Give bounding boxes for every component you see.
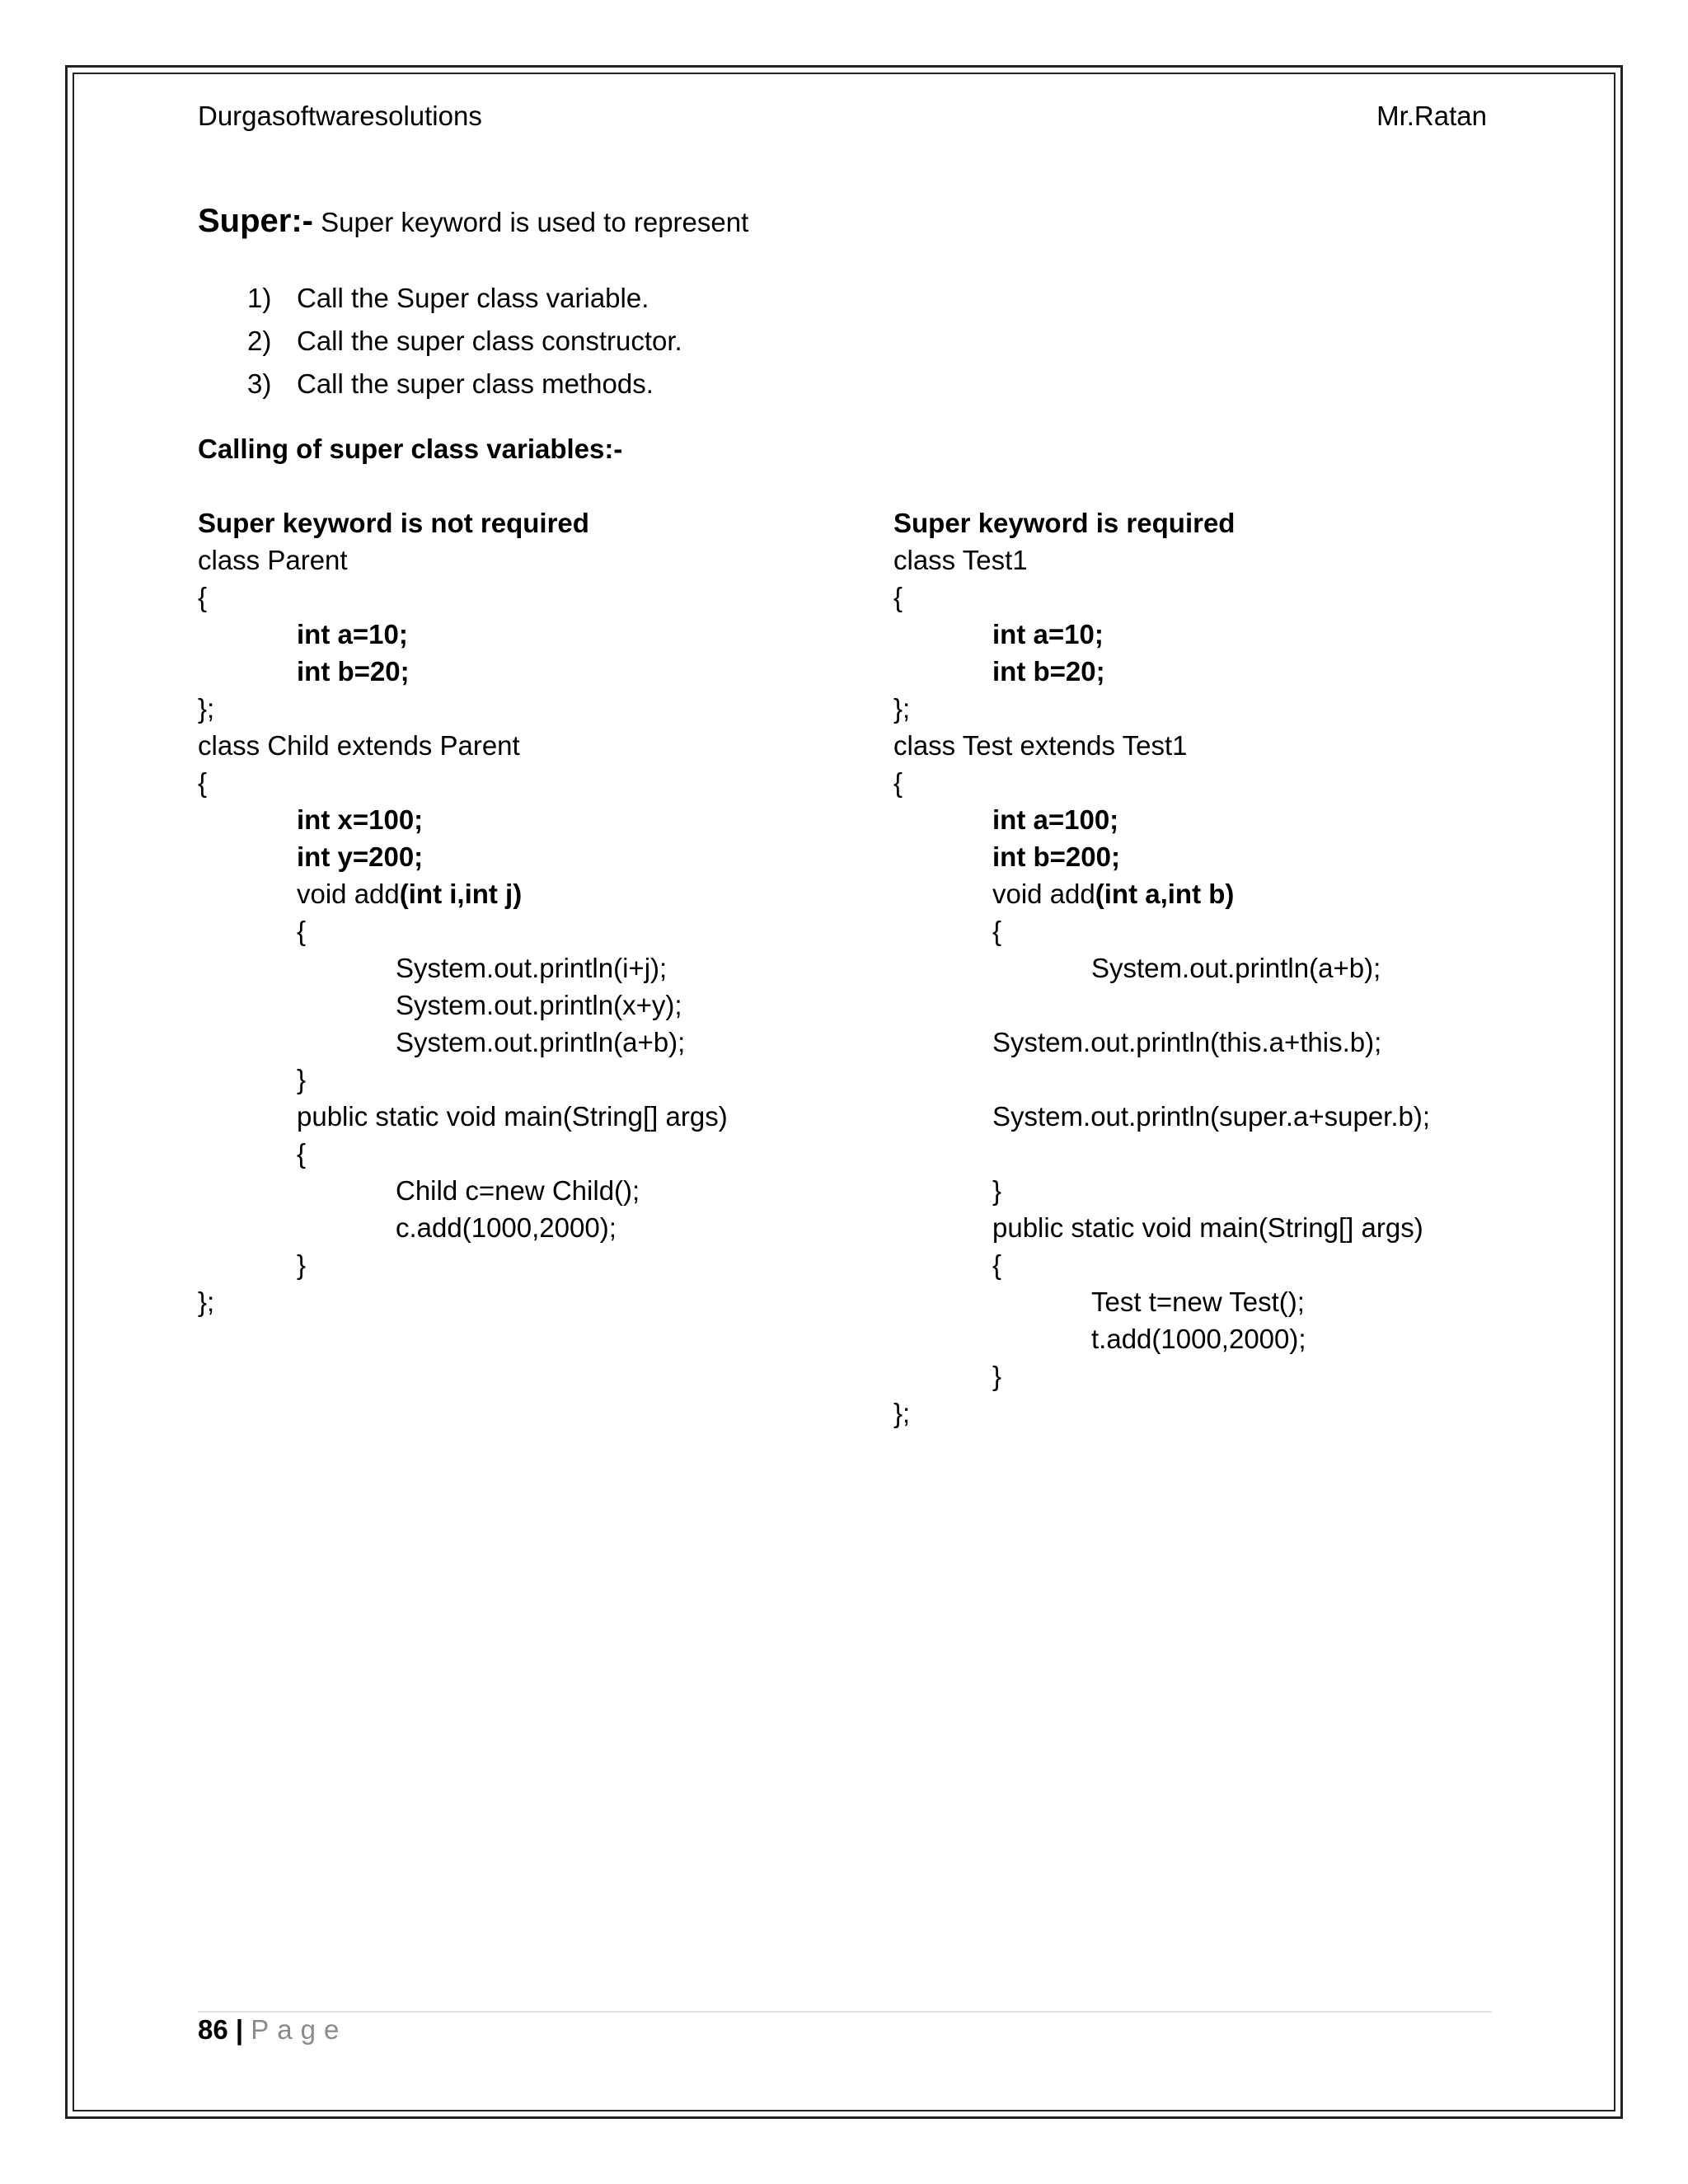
- code-line: };: [893, 693, 911, 724]
- code-line: System.out.println(a+b);: [396, 1027, 686, 1057]
- code-line: {: [198, 582, 208, 612]
- code-method-params: (int i,int j): [399, 879, 523, 909]
- column-heading: Super keyword is required: [893, 508, 1236, 538]
- intro-text: Super keyword is used to represent: [313, 207, 749, 237]
- code-line: int b=200;: [992, 841, 1120, 872]
- code-line: }: [297, 1064, 307, 1094]
- code-line: }: [297, 1249, 307, 1280]
- footer-divider: [198, 2011, 1492, 2013]
- footer-separator: |: [227, 2014, 251, 2045]
- code-line: {: [992, 1249, 1002, 1280]
- list-text: Call the super class constructor.: [297, 326, 682, 356]
- list-number: 1): [247, 283, 272, 313]
- code-line: {: [992, 916, 1002, 946]
- page-footer: [198, 2014, 347, 2046]
- code-blank-line: [893, 1135, 1430, 1172]
- list-item: [247, 363, 682, 405]
- code-method-name: void add: [992, 879, 1095, 909]
- code-line: };: [198, 1286, 215, 1317]
- code-line: class Child extends Parent: [198, 730, 520, 761]
- list-item: [247, 320, 682, 363]
- page-number: 86: [198, 2014, 228, 2045]
- code-line: {: [198, 767, 208, 798]
- list-item: [247, 277, 682, 320]
- code-line: int x=100;: [297, 804, 424, 835]
- code-line: public static void main(String[] args): [992, 1212, 1423, 1243]
- code-line: Test t=new Test();: [1091, 1286, 1305, 1317]
- code-column-right: [893, 504, 1430, 1432]
- code-line: int a=100;: [992, 804, 1119, 835]
- code-line: int b=20;: [992, 656, 1105, 687]
- code-blank-line: [893, 1061, 1430, 1098]
- code-line: int y=200;: [297, 841, 424, 872]
- code-line: System.out.println(super.a+super.b);: [992, 1101, 1431, 1132]
- intro-keyword: Super:-: [198, 203, 313, 239]
- code-line: int a=10;: [992, 619, 1104, 649]
- code-line: {: [893, 767, 903, 798]
- code-line: }: [992, 1175, 1002, 1206]
- header-left: Durgasoftwaresolutions: [198, 101, 482, 131]
- code-line: class Test extends Test1: [893, 730, 1188, 761]
- column-heading: Super keyword is not required: [198, 508, 589, 538]
- list-text: Call the Super class variable.: [297, 283, 649, 313]
- code-column-left: [198, 504, 728, 1320]
- code-line: class Parent: [198, 545, 348, 575]
- code-blank-line: [893, 987, 1430, 1024]
- code-line: };: [198, 693, 215, 724]
- code-line: c.add(1000,2000);: [396, 1212, 617, 1243]
- code-line: {: [893, 582, 903, 612]
- list-number: 3): [247, 368, 272, 399]
- code-line: {: [297, 1138, 307, 1169]
- code-line: Child c=new Child();: [396, 1175, 640, 1206]
- code-line: public static void main(String[] args): [297, 1101, 728, 1132]
- code-line: System.out.println(i+j);: [396, 953, 668, 983]
- section-title: Calling of super class variables:-: [198, 434, 623, 464]
- code-line: System.out.println(this.a+this.b);: [992, 1027, 1382, 1057]
- list-number: 2): [247, 326, 272, 356]
- code-line: int a=10;: [297, 619, 408, 649]
- uses-list: [247, 277, 682, 405]
- code-line: class Test1: [893, 545, 1028, 575]
- code-line: t.add(1000,2000);: [1091, 1324, 1306, 1354]
- code-line: System.out.println(x+y);: [396, 990, 682, 1020]
- code-line: [893, 875, 1430, 912]
- code-method-name: void add: [297, 879, 400, 909]
- code-method-params: (int a,int b): [1095, 879, 1235, 909]
- list-text: Call the super class methods.: [297, 368, 654, 399]
- code-line: };: [893, 1398, 911, 1428]
- code-line: {: [297, 916, 307, 946]
- code-line: System.out.println(a+b);: [1091, 953, 1381, 983]
- code-line: }: [992, 1361, 1002, 1391]
- intro-line: [198, 203, 748, 240]
- code-line: int b=20;: [297, 656, 410, 687]
- code-line: [198, 875, 728, 912]
- page-word: Page: [251, 2014, 348, 2045]
- header-right: Mr.Ratan: [1376, 101, 1487, 131]
